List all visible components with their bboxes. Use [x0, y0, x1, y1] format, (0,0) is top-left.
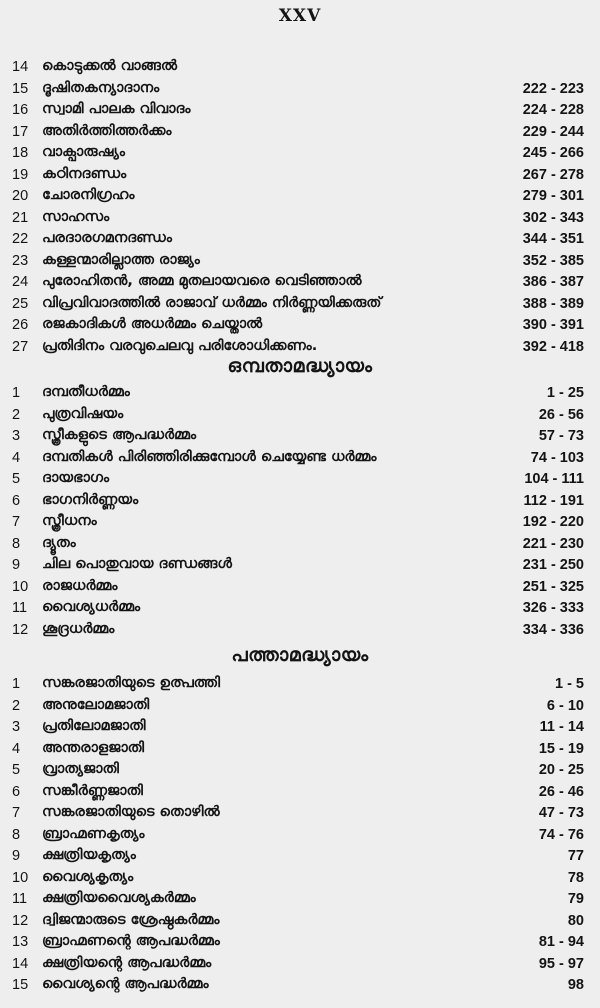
toc-entry	[0, 803, 600, 825]
toc-entry	[0, 57, 600, 79]
entry-verse-range: 20 - 25	[538, 762, 584, 778]
entry-title: ശൂദ്രധർമ്മം	[42, 620, 115, 637]
entry-number: 10	[12, 869, 29, 886]
toc-list-chapter10	[0, 674, 600, 997]
entry-number: 5	[12, 471, 21, 487]
entry-verse-range: 344 - 351	[522, 231, 584, 247]
entry-title: ദ്യൂതം	[42, 534, 76, 551]
entry-title: അനുലോമജാതി	[42, 696, 150, 713]
entry-number: 20	[12, 188, 29, 204]
toc-entry	[0, 868, 600, 890]
entry-verse-range: 352 - 385	[522, 252, 584, 269]
entry-verse-range: 251 - 325	[522, 578, 584, 595]
entry-verse-range: 1 - 5	[554, 676, 584, 692]
entry-verse-range: 77	[567, 848, 584, 864]
toc-entry	[0, 100, 600, 122]
entry-title: സ്വാമി പാലക വിവാദം	[42, 101, 191, 117]
toc-entry	[0, 696, 600, 718]
toc-entry	[0, 143, 600, 165]
entry-number: 3	[12, 719, 21, 735]
toc-entry	[0, 251, 600, 273]
entry-verse-range: 95 - 97	[538, 955, 584, 972]
toc-entry	[0, 469, 600, 491]
entry-number: 6	[12, 492, 21, 509]
toc-entry	[0, 577, 600, 599]
entry-title: സങ്കരജാതിയുടെ തൊഴിൽ	[42, 804, 220, 820]
entry-verse-range: 80	[567, 912, 584, 929]
toc-entry	[0, 405, 600, 427]
entry-title: ക്ഷത്രിയന്റെ ആപദ്ധർമ്മം	[42, 954, 212, 971]
entry-verse-range: 112 - 191	[523, 492, 584, 509]
toc-entry	[0, 426, 600, 448]
entry-verse-range: 15 - 19	[538, 740, 584, 757]
toc-entry	[0, 79, 600, 101]
entry-verse-range: 334 - 336	[522, 621, 584, 638]
toc-entry	[0, 315, 600, 337]
entry-verse-range: 104 - 111	[524, 471, 584, 487]
entry-number: 3	[12, 428, 21, 444]
toc-entry	[0, 954, 600, 976]
entry-verse-range: 26 - 46	[538, 783, 584, 800]
entry-number: 12	[12, 912, 29, 929]
entry-title: ക്ഷത്രിയവൈശ്യകർമ്മം	[42, 890, 196, 906]
toc-entry	[0, 229, 600, 251]
entry-verse-range: 74 - 76	[538, 826, 584, 843]
entry-number: 4	[12, 740, 21, 757]
entry-number: 24	[12, 274, 29, 290]
toc-entry	[0, 165, 600, 187]
entry-number: 8	[12, 826, 21, 843]
entry-title: ബ്രാഹ്മണന്റെ ആപദ്ധർമ്മം	[42, 933, 220, 949]
chapter-heading-10: പത്താമദ്ധ്യായം	[231, 644, 369, 666]
toc-entry	[0, 760, 600, 782]
toc-entry	[0, 846, 600, 868]
toc-entry	[0, 208, 600, 230]
entry-title: പുത്രവിഷയം	[42, 405, 124, 422]
entry-verse-range: 57 - 73	[538, 428, 584, 444]
entry-title: വിപ്രവിവാദത്തിൽ രാജാവ് ധർമ്മം നിർണ്ണയിക്കരുത്	[42, 294, 382, 311]
entry-number: 10	[12, 578, 29, 595]
entry-title: പരദാരഗമനദണ്ഡം	[42, 230, 172, 246]
entry-title: ബ്രാഹ്മണകൃത്യം	[42, 825, 145, 842]
entry-number: 25	[12, 295, 29, 312]
toc-list-chapter9	[0, 383, 600, 641]
entry-number: 19	[12, 166, 29, 183]
toc-entry	[0, 782, 600, 804]
entry-number: 7	[12, 805, 21, 821]
entry-number: 11	[12, 891, 28, 907]
entry-title: പുരോഹിതൻ, അമ്മ മുതലായവരെ വെടിഞ്ഞാൽ	[42, 273, 362, 289]
entry-verse-range: 267 - 278	[522, 166, 584, 183]
entry-title: ദായഭാഗം	[42, 470, 110, 486]
entry-number: 15	[12, 977, 29, 993]
entry-verse-range: 81 - 94	[538, 934, 584, 950]
entry-title: ദമ്പതികൾ പിരിഞ്ഞിരിക്കുമ്പോൾ ചെയ്യേണ്ട ധർമ്മം	[42, 448, 377, 465]
entry-verse-range: 98	[567, 977, 584, 993]
entry-title: സങ്കരജാതിയുടെ ഉത്പത്തി	[42, 675, 221, 691]
entry-number: 1	[12, 385, 21, 401]
entry-number: 5	[12, 762, 21, 778]
entry-number: 8	[12, 535, 21, 552]
entry-verse-range: 74 - 103	[530, 449, 584, 466]
entry-title: അതിർത്തിത്തർക്കം	[42, 122, 172, 139]
entry-number: 15	[12, 80, 29, 97]
entry-number: 17	[12, 123, 29, 140]
entry-title: സ്ത്രീകളുടെ ആപദ്ധർമ്മം	[42, 427, 197, 443]
entry-title: ദൂഷിതകന്യാദാനം	[42, 79, 160, 96]
entry-verse-range: 390 - 391	[522, 317, 584, 333]
entry-number: 22	[12, 231, 29, 247]
entry-title: പ്രതിലോമജാതി	[42, 718, 146, 734]
entry-title: വൈശ്യകൃത്യം	[42, 868, 134, 885]
entry-title: ചില പൊതുവായ ദണ്ഡങ്ങൾ	[42, 556, 232, 572]
toc-entry	[0, 674, 600, 696]
entry-title: സങ്കീർണ്ണജാതി	[42, 782, 143, 799]
toc-list-chapter8-continued	[0, 57, 600, 358]
entry-title: സാഹസം	[42, 208, 110, 225]
entry-number: 27	[12, 338, 29, 355]
entry-number: 7	[12, 514, 21, 530]
entry-title: പ്രതിദിനം വരവുചെലവു പരിശോധിക്കണം.	[42, 337, 318, 354]
toc-entry	[0, 122, 600, 144]
entry-verse-range: 192 - 220	[522, 514, 584, 530]
toc-entry	[0, 491, 600, 513]
entry-verse-range: 221 - 230	[522, 535, 584, 552]
entry-number: 14	[12, 955, 29, 972]
entry-title: അന്തരാളജാതി	[42, 739, 145, 756]
toc-entry	[0, 825, 600, 847]
entry-verse-range: 224 - 228	[522, 102, 584, 118]
entry-title: വാക്പാരുഷ്യം	[42, 144, 125, 160]
toc-entry	[0, 272, 600, 294]
entry-verse-range: 245 - 266	[522, 145, 584, 161]
toc-entry	[0, 294, 600, 316]
toc-entry	[0, 889, 600, 911]
entry-title: വൈശ്യന്റെ ആപദ്ധർമ്മം	[42, 976, 209, 992]
entry-title: ദ്വിജന്മാരുടെ ശ്രേഷ്ഠകർമ്മം	[42, 911, 220, 928]
entry-title: രജകാദികൾ അധർമ്മം ചെയ്താൽ	[42, 316, 263, 332]
toc-entry	[0, 534, 600, 556]
toc-entry	[0, 717, 600, 739]
toc-entry	[0, 383, 600, 405]
entry-number: 4	[12, 449, 21, 466]
entry-number: 9	[12, 848, 21, 864]
entry-title: ചോരനിഗ്രഹം	[42, 187, 135, 203]
entry-number: 6	[12, 783, 21, 800]
entry-number: 2	[12, 697, 21, 714]
toc-entry	[0, 739, 600, 761]
entry-title: സ്ത്രീധനം	[42, 513, 97, 529]
entry-verse-range: 6 - 10	[546, 697, 584, 714]
entry-verse-range: 302 - 343	[522, 209, 584, 226]
entry-title: രാജധർമ്മം	[42, 577, 118, 594]
entry-title: കള്ളന്മാരില്ലാത്ത രാജ്യം	[42, 251, 200, 268]
entry-title: വൈശ്യധർമ്മം	[42, 599, 141, 615]
entry-number: 2	[12, 406, 21, 423]
entry-title: വ്രാത്യജാതി	[42, 761, 119, 777]
entry-number: 16	[12, 102, 29, 118]
entry-verse-range: 326 - 333	[522, 600, 584, 616]
entry-title: കഠിനദണ്ഡം	[42, 165, 127, 182]
entry-verse-range: 47 - 73	[538, 805, 584, 821]
entry-verse-range: 229 - 244	[522, 123, 584, 140]
entry-number: 18	[12, 145, 29, 161]
chapter-heading-9: ഒമ്പതാമദ്ധ്യായം	[227, 355, 373, 377]
toc-entry	[0, 598, 600, 620]
entry-verse-range: 279 - 301	[522, 188, 584, 204]
entry-number: 12	[12, 621, 29, 638]
entry-verse-range: 1 - 25	[546, 385, 584, 401]
toc-entry	[0, 620, 600, 642]
entry-number: 21	[12, 209, 29, 226]
toc-entry	[0, 932, 600, 954]
entry-verse-range: 11 - 14	[539, 719, 584, 735]
toc-entry	[0, 512, 600, 534]
toc-entry	[0, 975, 600, 997]
entry-verse-range: 79	[567, 891, 584, 907]
entry-title: ഭാഗനിർണ്ണയം	[42, 491, 139, 508]
entry-verse-range: 78	[567, 869, 584, 886]
entry-number: 14	[12, 59, 29, 75]
toc-entry	[0, 555, 600, 577]
entry-verse-range: 388 - 389	[522, 295, 584, 312]
entry-number: 11	[12, 600, 28, 616]
entry-verse-range: 392 - 418	[522, 338, 584, 355]
entry-verse-range: 386 - 387	[522, 274, 584, 290]
entry-number: 26	[12, 317, 29, 333]
entry-verse-range: 222 - 223	[522, 80, 584, 97]
entry-number: 23	[12, 252, 29, 269]
toc-entry	[0, 186, 600, 208]
toc-entry	[0, 448, 600, 470]
entry-verse-range: 231 - 250	[522, 557, 584, 573]
page-number: XXV	[278, 6, 322, 26]
entry-title: ക്ഷത്രിയകൃത്യം	[42, 847, 136, 863]
entry-number: 13	[12, 934, 29, 950]
entry-number: 1	[12, 676, 21, 692]
entry-title: ദമ്പതീധർമ്മം	[42, 384, 130, 400]
toc-entry	[0, 911, 600, 933]
entry-title: കൊടുക്കൽ വാങ്ങൽ	[42, 58, 178, 74]
entry-number: 9	[12, 557, 21, 573]
entry-verse-range: 26 - 56	[538, 406, 584, 423]
